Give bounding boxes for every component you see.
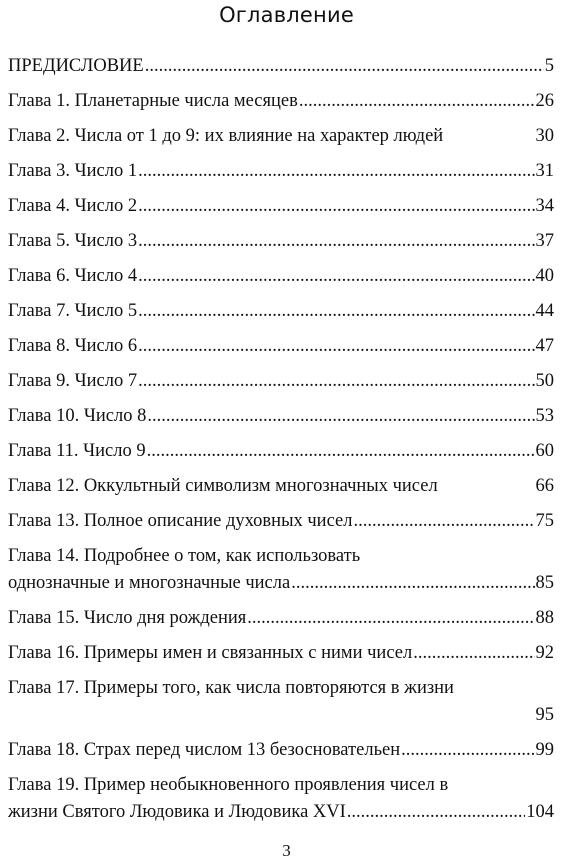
- dot-leader: [138, 333, 534, 360]
- toc-entry-page: 85: [535, 573, 554, 593]
- dot-leader: [138, 298, 534, 325]
- toc-entry-label: Глава 12. Оккультный символизм многозначных чисел: [8, 476, 438, 496]
- toc-entry-chapter-14[interactable]: [8, 543, 554, 597]
- toc-entry-chapter-3[interactable]: [8, 158, 554, 193]
- dot-leader: [138, 368, 534, 395]
- toc-entry-chapter-13[interactable]: [8, 508, 554, 543]
- toc-entry-page: 104: [526, 802, 554, 822]
- toc-entry-chapter-7[interactable]: [8, 298, 554, 333]
- toc-entry-label-line2: однозначные и многозначные числа: [8, 573, 291, 593]
- toc-entry-label: Глава 13. Полное описание духовных чисел: [8, 511, 353, 531]
- toc-entry-chapter-16[interactable]: [8, 640, 554, 675]
- dot-leader: [413, 640, 534, 667]
- toc-entry-label: Глава 16. Примеры имен и связанных с ними чисел: [8, 643, 413, 663]
- toc-entry-page: 60: [535, 441, 554, 461]
- toc-entry-page: 34: [535, 196, 554, 216]
- dot-leader: [353, 508, 534, 535]
- toc-entry-label: Глава 18. Страх перед числом 13 безосновательен: [8, 740, 401, 760]
- dot-leader: [145, 53, 544, 80]
- toc-entry-chapter-12[interactable]: [8, 473, 554, 508]
- toc-entry-label-line2: жизни Святого Людовика и Людовика XVI: [8, 802, 346, 822]
- dot-leader: [138, 193, 534, 220]
- toc-entry-label: Глава 6. Число 4: [8, 266, 138, 286]
- dot-leader: [138, 263, 534, 290]
- toc-entry-page: 5: [544, 56, 554, 76]
- toc-entry-label: Глава 1. Планетарные числа месяцев: [8, 91, 298, 111]
- toc-entry-label: Глава 7. Число 5: [8, 301, 138, 321]
- toc-entry-line2: [8, 570, 554, 597]
- toc-entry-chapter-17[interactable]: [8, 675, 554, 729]
- toc-entry-page: 31: [535, 161, 554, 181]
- toc-entry-page: 92: [535, 643, 554, 663]
- toc-entry-page: 53: [535, 406, 554, 426]
- toc-entry-chapter-5[interactable]: [8, 228, 554, 263]
- toc-entry-page: 66: [535, 476, 554, 496]
- toc-entry-chapter-10[interactable]: [8, 403, 554, 438]
- toc-entry-page: 30: [535, 126, 554, 146]
- toc-entry-page: 26: [535, 91, 554, 111]
- toc-entry-chapter-9[interactable]: [8, 368, 554, 403]
- dot-leader: [138, 158, 534, 185]
- dot-leader: [401, 737, 534, 764]
- toc-entry-label: Глава 4. Число 2: [8, 196, 138, 216]
- dot-leader: [138, 228, 534, 255]
- toc-entry-label: Глава 5. Число 3: [8, 231, 138, 251]
- toc-entry-label-line1: Глава 14. Подробнее о том, как использовать: [8, 546, 361, 566]
- toc-entry-chapter-15[interactable]: [8, 605, 554, 640]
- toc-entry-label: ПРЕДИСЛОВИЕ: [8, 56, 144, 76]
- toc-entry-page: 50: [535, 371, 554, 391]
- toc-entry-page: 75: [535, 511, 554, 531]
- toc-entry-preface[interactable]: [8, 53, 554, 88]
- toc-entry-label-line1: Глава 19. Пример необыкновенного проявления чисел в: [8, 775, 449, 795]
- toc-entry-page: 44: [535, 301, 554, 321]
- toc-entry-chapter-19[interactable]: [8, 772, 554, 826]
- toc-entry-label-line1: Глава 17. Примеры того, как числа повторяются в жизни: [8, 678, 454, 698]
- toc-entry-chapter-4[interactable]: [8, 193, 554, 228]
- toc-entry-page: 37: [535, 231, 554, 251]
- dot-leader: [291, 570, 534, 597]
- toc-entry-label: Глава 11. Число 9: [8, 441, 146, 461]
- toc-entry-label: Глава 8. Число 6: [8, 336, 138, 356]
- toc-entry-line2: [8, 702, 554, 729]
- toc-entry-page: 47: [535, 336, 554, 356]
- toc-entry-label: Глава 15. Число дня рождения: [8, 608, 247, 628]
- page-title: Оглавление: [219, 3, 354, 27]
- dot-leader: [147, 438, 535, 465]
- dot-leader: [247, 605, 534, 632]
- page-number: 3: [282, 841, 291, 860]
- toc-entry-label: Глава 9. Число 7: [8, 371, 138, 391]
- toc-entry-chapter-2[interactable]: [8, 123, 554, 158]
- toc-entry-line2: [8, 799, 554, 826]
- dot-leader: [147, 403, 534, 430]
- toc-entry-chapter-6[interactable]: [8, 263, 554, 298]
- toc-entry-chapter-18[interactable]: [8, 737, 554, 772]
- toc-entry-chapter-1[interactable]: [8, 88, 554, 123]
- toc-entry-chapter-11[interactable]: [8, 438, 554, 473]
- table-of-contents: [8, 53, 554, 834]
- toc-entry-page: 95: [535, 705, 554, 725]
- toc-entry-label: Глава 10. Число 8: [8, 406, 147, 426]
- toc-entry-label: Глава 2. Числа от 1 до 9: их влияние на характер людей: [8, 126, 444, 146]
- dot-leader: [299, 88, 535, 115]
- toc-entry-page: 40: [535, 266, 554, 286]
- dot-leader: [347, 799, 525, 826]
- toc-entry-chapter-8[interactable]: [8, 333, 554, 368]
- toc-entry-page: 99: [535, 740, 554, 760]
- toc-entry-page: 88: [535, 608, 554, 628]
- toc-entry-label: Глава 3. Число 1: [8, 161, 138, 181]
